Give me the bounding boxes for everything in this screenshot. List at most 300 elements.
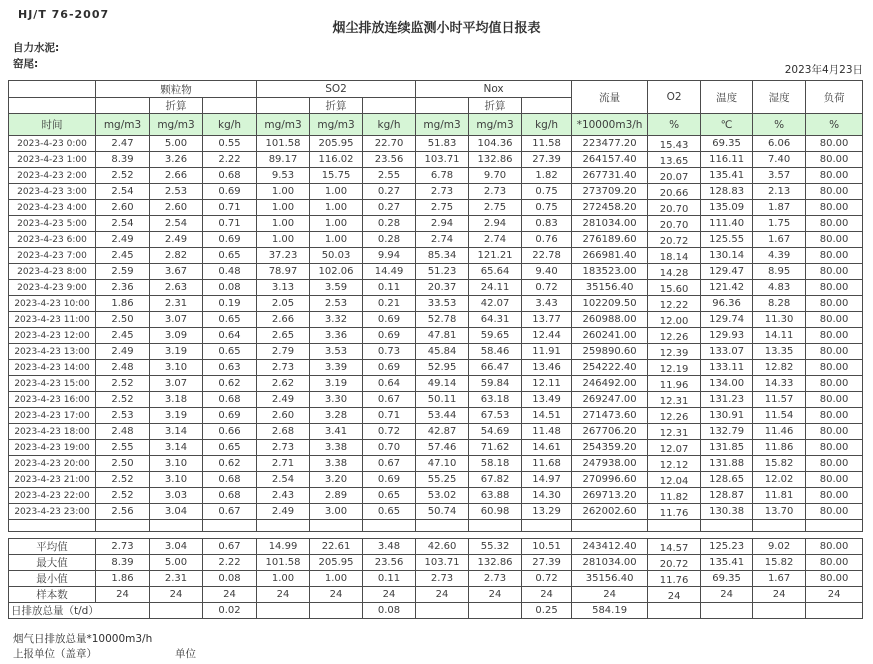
value-cell: 2.68 <box>257 424 310 440</box>
value-cell: 15.43 <box>648 136 701 152</box>
table-row <box>9 472 863 488</box>
daily-total-section <box>9 603 863 619</box>
value-cell: 12.04 <box>648 472 701 488</box>
time-cell: 2023-4-23 1:00 <box>9 152 96 168</box>
summary-value-cell: 2.73 <box>416 571 469 587</box>
value-cell: 57.46 <box>416 440 469 456</box>
summary-value-cell: 24 <box>416 587 469 603</box>
value-cell: 272458.20 <box>572 200 648 216</box>
summary-row <box>9 555 863 571</box>
value-cell: 20.37 <box>416 280 469 296</box>
value-cell: 11.57 <box>753 392 806 408</box>
value-cell: 12.26 <box>648 408 701 424</box>
o2-header: O2 <box>648 81 701 114</box>
summary-value-cell: 24 <box>203 587 257 603</box>
value-cell: 11.30 <box>753 312 806 328</box>
value-cell: 2.52 <box>96 376 150 392</box>
value-cell: 269247.00 <box>572 392 648 408</box>
value-cell: 15.75 <box>310 168 363 184</box>
summary-value-cell: 3.48 <box>363 539 416 555</box>
summary-value-cell: 281034.00 <box>572 555 648 571</box>
value-cell: 4.83 <box>753 280 806 296</box>
value-cell: 8.95 <box>753 264 806 280</box>
summary-value-cell: 1.00 <box>310 571 363 587</box>
summary-value-cell: 2.73 <box>96 539 150 555</box>
empty-cell <box>363 98 416 114</box>
value-cell: 0.62 <box>203 456 257 472</box>
summary-value-cell: 24 <box>753 587 806 603</box>
table-row <box>9 312 863 328</box>
value-cell: 53.02 <box>416 488 469 504</box>
hourly-data-rows <box>9 136 863 520</box>
value-cell: 3.26 <box>150 152 203 168</box>
summary-value-cell: 9.02 <box>753 539 806 555</box>
value-cell: 27.39 <box>522 152 572 168</box>
summary-value-cell: 3.04 <box>150 539 203 555</box>
value-cell: 133.07 <box>701 344 753 360</box>
humidity-header: 湿度 <box>753 81 806 114</box>
time-cell: 2023-4-23 12:00 <box>9 328 96 344</box>
summary-value-cell: 24 <box>310 587 363 603</box>
value-cell: 0.28 <box>363 216 416 232</box>
value-cell: 3.39 <box>310 360 363 376</box>
value-cell: 0.08 <box>203 280 257 296</box>
value-cell: 128.65 <box>701 472 753 488</box>
summary-value-cell: 103.71 <box>416 555 469 571</box>
value-cell: 50.74 <box>416 504 469 520</box>
value-cell: 129.74 <box>701 312 753 328</box>
value-cell: 80.00 <box>806 152 863 168</box>
summary-value-cell: 24 <box>469 587 522 603</box>
value-cell: 3.59 <box>310 280 363 296</box>
value-cell: 15.82 <box>753 456 806 472</box>
value-cell: 2.94 <box>469 216 522 232</box>
value-cell: 80.00 <box>806 424 863 440</box>
value-cell: 96.36 <box>701 296 753 312</box>
table-row <box>9 136 863 152</box>
value-cell: 3.13 <box>257 280 310 296</box>
value-cell: 49.14 <box>416 376 469 392</box>
value-cell: 0.71 <box>363 408 416 424</box>
value-cell: 0.28 <box>363 232 416 248</box>
summary-value-cell: 80.00 <box>806 571 863 587</box>
value-cell: 2.62 <box>257 376 310 392</box>
time-cell: 2023-4-23 10:00 <box>9 296 96 312</box>
summary-value-cell: 24 <box>522 587 572 603</box>
value-cell: 9.94 <box>363 248 416 264</box>
value-cell: 59.65 <box>469 328 522 344</box>
summary-value-cell: 27.39 <box>522 555 572 571</box>
value-cell: 20.72 <box>648 232 701 248</box>
value-cell: 2.45 <box>96 328 150 344</box>
value-cell: 3.67 <box>150 264 203 280</box>
time-cell: 2023-4-23 21:00 <box>9 472 96 488</box>
value-cell: 131.85 <box>701 440 753 456</box>
empty-cell <box>9 98 96 114</box>
value-cell: 1.00 <box>257 184 310 200</box>
value-cell: 13.35 <box>753 344 806 360</box>
value-cell: 1.00 <box>257 200 310 216</box>
value-cell: 11.96 <box>648 376 701 392</box>
value-cell: 135.09 <box>701 200 753 216</box>
value-cell: 2.50 <box>96 312 150 328</box>
value-cell: 0.83 <box>522 216 572 232</box>
value-cell: 0.63 <box>203 360 257 376</box>
group-header-row <box>9 81 863 98</box>
value-cell: 80.00 <box>806 504 863 520</box>
value-cell: 5.00 <box>150 136 203 152</box>
value-cell: 2.43 <box>257 488 310 504</box>
value-cell: 0.48 <box>203 264 257 280</box>
value-cell: 66.47 <box>469 360 522 376</box>
value-cell: 13.65 <box>648 152 701 168</box>
value-cell: 13.49 <box>522 392 572 408</box>
empty-cell <box>310 603 363 619</box>
value-cell: 2.49 <box>257 392 310 408</box>
value-cell: 2.47 <box>96 136 150 152</box>
value-cell: 80.00 <box>806 248 863 264</box>
value-cell: 116.02 <box>310 152 363 168</box>
daily-total-pm: 0.02 <box>203 603 257 619</box>
value-cell: 59.84 <box>469 376 522 392</box>
value-cell: 80.00 <box>806 376 863 392</box>
value-cell: 2.94 <box>416 216 469 232</box>
table-row <box>9 296 863 312</box>
value-cell: 2.60 <box>257 408 310 424</box>
summary-value-cell: 243412.40 <box>572 539 648 555</box>
empty-cell <box>150 603 203 619</box>
value-cell: 13.70 <box>753 504 806 520</box>
value-cell: 80.00 <box>806 360 863 376</box>
value-cell: 102209.50 <box>572 296 648 312</box>
table-row <box>9 184 863 200</box>
spacer-row <box>9 532 863 539</box>
value-cell: 102.06 <box>310 264 363 280</box>
summary-value-cell: 2.73 <box>469 571 522 587</box>
summary-value-cell: 14.57 <box>648 539 701 555</box>
value-cell: 8.39 <box>96 152 150 168</box>
value-cell: 246492.00 <box>572 376 648 392</box>
value-cell: 2.53 <box>310 296 363 312</box>
value-cell: 0.68 <box>203 168 257 184</box>
summary-value-cell: 11.76 <box>648 571 701 587</box>
unit-label: 单位 <box>175 648 196 660</box>
value-cell: 134.00 <box>701 376 753 392</box>
value-cell: 128.87 <box>701 488 753 504</box>
summary-value-cell: 0.67 <box>203 539 257 555</box>
value-cell: 2.73 <box>469 184 522 200</box>
value-cell: 2.55 <box>363 168 416 184</box>
summary-value-cell: 5.00 <box>150 555 203 571</box>
value-cell: 37.23 <box>257 248 310 264</box>
table-row <box>9 456 863 472</box>
summary-value-cell: 24 <box>806 587 863 603</box>
value-cell: 267706.20 <box>572 424 648 440</box>
table-row <box>9 488 863 504</box>
value-cell: 111.40 <box>701 216 753 232</box>
unit-header: mg/m3 <box>310 114 363 136</box>
blank-row <box>9 520 863 532</box>
value-cell: 0.68 <box>203 488 257 504</box>
value-cell: 2.73 <box>416 184 469 200</box>
value-cell: 12.11 <box>522 376 572 392</box>
value-cell: 50.11 <box>416 392 469 408</box>
table-row <box>9 280 863 296</box>
value-cell: 254222.40 <box>572 360 648 376</box>
time-cell: 2023-4-23 11:00 <box>9 312 96 328</box>
value-cell: 0.69 <box>363 312 416 328</box>
value-cell: 1.86 <box>96 296 150 312</box>
value-cell: 3.20 <box>310 472 363 488</box>
value-cell: 11.54 <box>753 408 806 424</box>
summary-value-cell: 80.00 <box>806 539 863 555</box>
value-cell: 133.11 <box>701 360 753 376</box>
value-cell: 3.14 <box>150 424 203 440</box>
summary-value-cell: 24 <box>648 587 701 603</box>
value-cell: 12.19 <box>648 360 701 376</box>
value-cell: 1.00 <box>257 232 310 248</box>
value-cell: 0.71 <box>203 200 257 216</box>
value-cell: 3.38 <box>310 440 363 456</box>
summary-value-cell: 0.11 <box>363 571 416 587</box>
value-cell: 65.64 <box>469 264 522 280</box>
value-cell: 20.66 <box>648 184 701 200</box>
units-header-row <box>9 114 863 136</box>
value-cell: 20.70 <box>648 200 701 216</box>
value-cell: 1.87 <box>753 200 806 216</box>
value-cell: 2.52 <box>96 168 150 184</box>
table-row <box>9 264 863 280</box>
value-cell: 1.00 <box>310 184 363 200</box>
value-cell: 0.65 <box>203 440 257 456</box>
value-cell: 103.71 <box>416 152 469 168</box>
value-cell: 18.14 <box>648 248 701 264</box>
value-cell: 80.00 <box>806 216 863 232</box>
nox-group-header: Nox <box>416 81 572 98</box>
table-row <box>9 392 863 408</box>
summary-label: 样本数 <box>9 587 96 603</box>
value-cell: 3.41 <box>310 424 363 440</box>
unit-header: % <box>806 114 863 136</box>
value-cell: 80.00 <box>806 328 863 344</box>
reporting-org-label: 上报单位（盖章） <box>13 648 97 660</box>
so2-converted-label: 折算 <box>310 98 363 114</box>
value-cell: 0.62 <box>203 376 257 392</box>
value-cell: 80.00 <box>806 488 863 504</box>
value-cell: 3.57 <box>753 168 806 184</box>
value-cell: 2.50 <box>96 456 150 472</box>
value-cell: 14.30 <box>522 488 572 504</box>
summary-value-cell: 14.99 <box>257 539 310 555</box>
value-cell: 130.91 <box>701 408 753 424</box>
value-cell: 183523.00 <box>572 264 648 280</box>
value-cell: 0.67 <box>363 392 416 408</box>
time-cell: 2023-4-23 9:00 <box>9 280 96 296</box>
table-row <box>9 232 863 248</box>
value-cell: 3.19 <box>310 376 363 392</box>
unit-header: mg/m3 <box>416 114 469 136</box>
value-cell: 125.55 <box>701 232 753 248</box>
value-cell: 11.48 <box>522 424 572 440</box>
value-cell: 12.12 <box>648 456 701 472</box>
value-cell: 104.36 <box>469 136 522 152</box>
value-cell: 15.60 <box>648 280 701 296</box>
table-row <box>9 216 863 232</box>
value-cell: 11.86 <box>753 440 806 456</box>
table-row <box>9 200 863 216</box>
value-cell: 271473.60 <box>572 408 648 424</box>
table-row <box>9 248 863 264</box>
value-cell: 2.73 <box>257 440 310 456</box>
value-cell: 3.00 <box>310 504 363 520</box>
time-cell: 2023-4-23 23:00 <box>9 504 96 520</box>
value-cell: 11.68 <box>522 456 572 472</box>
value-cell: 205.95 <box>310 136 363 152</box>
value-cell: 0.65 <box>363 504 416 520</box>
summary-value-cell: 0.08 <box>203 571 257 587</box>
value-cell: 3.30 <box>310 392 363 408</box>
value-cell: 14.61 <box>522 440 572 456</box>
value-cell: 58.46 <box>469 344 522 360</box>
summary-row <box>9 539 863 555</box>
pm-converted-label: 折算 <box>150 98 203 114</box>
summary-value-cell: 1.00 <box>257 571 310 587</box>
table-row <box>9 504 863 520</box>
value-cell: 80.00 <box>806 296 863 312</box>
value-cell: 2.66 <box>257 312 310 328</box>
value-cell: 85.34 <box>416 248 469 264</box>
value-cell: 0.70 <box>363 440 416 456</box>
time-cell: 2023-4-23 19:00 <box>9 440 96 456</box>
value-cell: 2.65 <box>257 328 310 344</box>
empty-cell <box>96 98 150 114</box>
time-cell: 2023-4-23 8:00 <box>9 264 96 280</box>
value-cell: 3.09 <box>150 328 203 344</box>
value-cell: 0.69 <box>363 360 416 376</box>
value-cell: 67.82 <box>469 472 522 488</box>
table-row <box>9 168 863 184</box>
value-cell: 80.00 <box>806 280 863 296</box>
value-cell: 223477.20 <box>572 136 648 152</box>
summary-value-cell: 42.60 <box>416 539 469 555</box>
daily-total-nox: 0.25 <box>522 603 572 619</box>
time-header: 时间 <box>9 114 96 136</box>
value-cell: 0.27 <box>363 200 416 216</box>
time-cell: 2023-4-23 4:00 <box>9 200 96 216</box>
table-row <box>9 408 863 424</box>
value-cell: 266981.40 <box>572 248 648 264</box>
value-cell: 0.67 <box>203 504 257 520</box>
value-cell: 6.78 <box>416 168 469 184</box>
time-cell: 2023-4-23 13:00 <box>9 344 96 360</box>
value-cell: 2.89 <box>310 488 363 504</box>
value-cell: 63.88 <box>469 488 522 504</box>
value-cell: 6.06 <box>753 136 806 152</box>
value-cell: 11.58 <box>522 136 572 152</box>
empty-cell <box>203 98 257 114</box>
time-cell: 2023-4-23 7:00 <box>9 248 96 264</box>
summary-value-cell: 135.41 <box>701 555 753 571</box>
value-cell: 9.70 <box>469 168 522 184</box>
value-cell: 2.49 <box>96 344 150 360</box>
value-cell: 0.64 <box>363 376 416 392</box>
value-cell: 8.28 <box>753 296 806 312</box>
value-cell: 2.60 <box>96 200 150 216</box>
value-cell: 3.10 <box>150 456 203 472</box>
value-cell: 14.97 <box>522 472 572 488</box>
value-cell: 11.82 <box>648 488 701 504</box>
value-cell: 3.43 <box>522 296 572 312</box>
value-cell: 11.76 <box>648 504 701 520</box>
value-cell: 0.19 <box>203 296 257 312</box>
time-cell: 2023-4-23 17:00 <box>9 408 96 424</box>
value-cell: 14.49 <box>363 264 416 280</box>
value-cell: 2.54 <box>150 216 203 232</box>
value-cell: 2.71 <box>257 456 310 472</box>
value-cell: 2.48 <box>96 360 150 376</box>
summary-value-cell: 132.86 <box>469 555 522 571</box>
value-cell: 53.44 <box>416 408 469 424</box>
value-cell: 116.11 <box>701 152 753 168</box>
value-cell: 0.55 <box>203 136 257 152</box>
unit-header: *10000m3/h <box>572 114 648 136</box>
value-cell: 0.65 <box>363 488 416 504</box>
value-cell: 121.21 <box>469 248 522 264</box>
value-cell: 80.00 <box>806 168 863 184</box>
value-cell: 0.69 <box>203 232 257 248</box>
value-cell: 254359.20 <box>572 440 648 456</box>
value-cell: 0.69 <box>203 184 257 200</box>
value-cell: 0.27 <box>363 184 416 200</box>
time-cell: 2023-4-23 14:00 <box>9 360 96 376</box>
value-cell: 2.22 <box>203 152 257 168</box>
value-cell: 80.00 <box>806 184 863 200</box>
monitor-location: 窑尾: <box>13 58 39 70</box>
daily-total-row <box>9 603 863 619</box>
value-cell: 0.72 <box>522 280 572 296</box>
value-cell: 80.00 <box>806 392 863 408</box>
time-cell: 2023-4-23 5:00 <box>9 216 96 232</box>
empty-cell <box>257 98 310 114</box>
summary-value-cell: 0.72 <box>522 571 572 587</box>
empty-cell <box>806 603 863 619</box>
value-cell: 131.88 <box>701 456 753 472</box>
value-cell: 2.52 <box>96 392 150 408</box>
value-cell: 264157.40 <box>572 152 648 168</box>
value-cell: 52.78 <box>416 312 469 328</box>
value-cell: 0.69 <box>363 472 416 488</box>
empty-cell <box>753 603 806 619</box>
value-cell: 128.83 <box>701 184 753 200</box>
value-cell: 11.81 <box>753 488 806 504</box>
value-cell: 0.75 <box>522 200 572 216</box>
value-cell: 80.00 <box>806 232 863 248</box>
value-cell: 80.00 <box>806 472 863 488</box>
value-cell: 0.69 <box>203 408 257 424</box>
value-cell: 3.18 <box>150 392 203 408</box>
value-cell: 12.26 <box>648 328 701 344</box>
value-cell: 132.79 <box>701 424 753 440</box>
unit-header: mg/m3 <box>96 114 150 136</box>
value-cell: 20.07 <box>648 168 701 184</box>
value-cell: 0.69 <box>363 328 416 344</box>
value-cell: 0.66 <box>203 424 257 440</box>
pm-group-header: 颗粒物 <box>96 81 257 98</box>
summary-value-cell: 22.61 <box>310 539 363 555</box>
value-cell: 7.40 <box>753 152 806 168</box>
value-cell: 60.98 <box>469 504 522 520</box>
value-cell: 2.49 <box>257 504 310 520</box>
